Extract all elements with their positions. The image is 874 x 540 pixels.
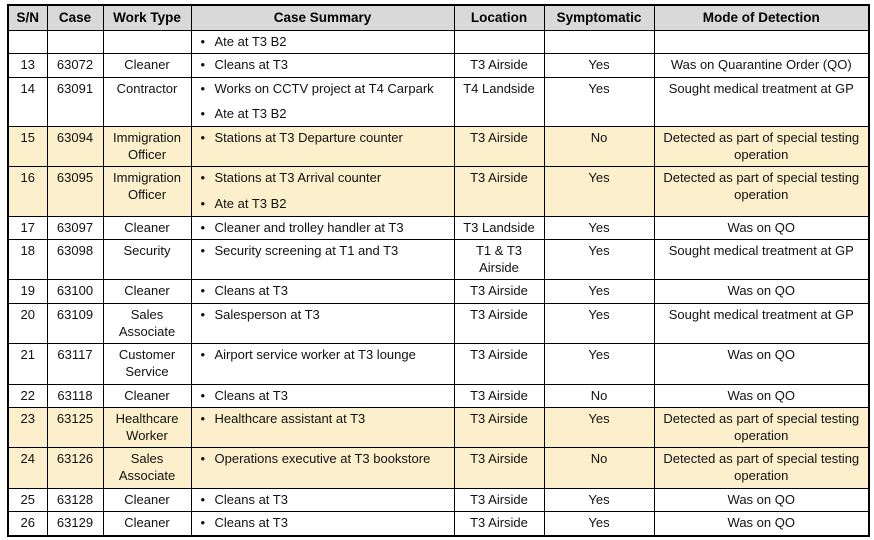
- cell-case-summary: [191, 54, 454, 78]
- cell-symptomatic: Yes: [544, 216, 654, 240]
- bullet-icon: •: [200, 307, 206, 323]
- bullet-icon: •: [200, 387, 206, 403]
- summary-bullet-item: [201, 220, 450, 237]
- table-row: [8, 280, 869, 304]
- cell-case-summary: [191, 167, 454, 216]
- cell-case: 63118: [47, 384, 103, 408]
- bullet-icon: •: [200, 283, 206, 299]
- summary-text: Cleaner and trolley handler at T3: [214, 219, 404, 235]
- table-row: [8, 448, 869, 488]
- bullet-icon: •: [200, 491, 206, 507]
- summary-bullet-item: [201, 492, 450, 509]
- cell-sn: 24: [8, 448, 47, 488]
- cell-sn: 21: [8, 344, 47, 384]
- bullet-icon: •: [200, 80, 206, 96]
- table-row: [8, 127, 869, 167]
- table-body: [8, 30, 869, 536]
- summary-text: Cleans at T3: [214, 387, 288, 403]
- cell-sn: 26: [8, 512, 47, 536]
- summary-text: Stations at T3 Departure counter: [214, 130, 403, 146]
- summary-text: Healthcare assistant at T3: [214, 411, 366, 427]
- summary-bullet-item: [201, 196, 450, 213]
- table-row: [8, 512, 869, 536]
- cell-case: 63109: [47, 304, 103, 344]
- bullet-icon: •: [200, 195, 206, 211]
- cell-symptomatic: No: [544, 448, 654, 488]
- cell-mode-of-detection: Was on QO: [654, 512, 869, 536]
- cell-mode-of-detection: Was on QO: [654, 280, 869, 304]
- cell-work-type: Cleaner: [103, 512, 191, 536]
- col-header-mode-of-detection: Mode of Detection: [654, 5, 869, 30]
- cell-mode-of-detection: Was on QO: [654, 488, 869, 512]
- col-header-sn: S/N: [8, 5, 47, 30]
- table-row: [8, 408, 869, 448]
- cases-table: [7, 4, 870, 537]
- summary-text: Cleans at T3: [214, 57, 288, 73]
- cell-symptomatic: No: [544, 127, 654, 167]
- table-row: [8, 216, 869, 240]
- summary-text: Works on CCTV project at T4 Carpark: [214, 80, 434, 96]
- cell-sn: 15: [8, 127, 47, 167]
- summary-text: Airport service worker at T3 lounge: [214, 347, 416, 363]
- cell-case: 63072: [47, 54, 103, 78]
- cell-symptomatic: Yes: [544, 240, 654, 280]
- cell-work-type: Cleaner: [103, 216, 191, 240]
- cell-symptomatic: Yes: [544, 54, 654, 78]
- summary-bullet-item: [201, 515, 450, 532]
- cell-symptomatic: Yes: [544, 280, 654, 304]
- cell-location: [454, 30, 544, 54]
- cell-work-type: Sales Associate: [103, 448, 191, 488]
- summary-bullet-item: [201, 57, 450, 74]
- summary-text: Ate at T3 B2: [214, 195, 287, 211]
- cell-case-summary: [191, 77, 454, 126]
- cell-symptomatic: Yes: [544, 77, 654, 126]
- col-header-case-summary: Case Summary: [191, 5, 454, 30]
- cell-case-summary: [191, 240, 454, 280]
- cell-sn: 20: [8, 304, 47, 344]
- cell-case: 63091: [47, 77, 103, 126]
- cell-case: 63098: [47, 240, 103, 280]
- bullet-icon: •: [200, 57, 206, 73]
- cell-location: T3 Airside: [454, 488, 544, 512]
- cell-mode-of-detection: Was on QO: [654, 344, 869, 384]
- cell-symptomatic: No: [544, 384, 654, 408]
- cell-sn: 25: [8, 488, 47, 512]
- cell-sn: 13: [8, 54, 47, 78]
- summary-bullet-item: [201, 81, 450, 98]
- table-row: [8, 167, 869, 216]
- cell-case: 63117: [47, 344, 103, 384]
- cell-symptomatic: Yes: [544, 167, 654, 216]
- cell-mode-of-detection: Detected as part of special testing operation: [654, 448, 869, 488]
- cell-case-summary: [191, 408, 454, 448]
- summary-text: Cleans at T3: [214, 515, 288, 531]
- cell-case-summary: [191, 384, 454, 408]
- col-header-location: Location: [454, 5, 544, 30]
- cell-case-summary: [191, 30, 454, 54]
- cell-case-summary: [191, 512, 454, 536]
- cell-mode-of-detection: [654, 30, 869, 54]
- col-header-work-type: Work Type: [103, 5, 191, 30]
- cell-sn: 18: [8, 240, 47, 280]
- cell-location: T3 Airside: [454, 54, 544, 78]
- cell-work-type: Cleaner: [103, 54, 191, 78]
- bullet-icon: •: [200, 130, 206, 146]
- bullet-icon: •: [200, 515, 206, 531]
- cell-location: T3 Airside: [454, 127, 544, 167]
- table-row: [8, 77, 869, 126]
- cell-symptomatic: Yes: [544, 344, 654, 384]
- summary-bullet-item: [201, 130, 450, 147]
- cell-mode-of-detection: Was on QO: [654, 216, 869, 240]
- summary-text: Cleans at T3: [214, 491, 288, 507]
- col-header-case: Case: [47, 5, 103, 30]
- bullet-icon: •: [200, 347, 206, 363]
- cell-mode-of-detection: Sought medical treatment at GP: [654, 240, 869, 280]
- cell-mode-of-detection: Was on Quarantine Order (QO): [654, 54, 869, 78]
- header-row: [8, 5, 869, 30]
- cell-case-summary: [191, 344, 454, 384]
- summary-bullet-item: [201, 170, 450, 187]
- bullet-icon: •: [200, 33, 206, 49]
- bullet-icon: •: [200, 451, 206, 467]
- cell-sn: 14: [8, 77, 47, 126]
- cell-case-summary: [191, 127, 454, 167]
- cell-case: 63095: [47, 167, 103, 216]
- cell-work-type: Cleaner: [103, 384, 191, 408]
- cell-case-summary: [191, 448, 454, 488]
- cell-location: T3 Airside: [454, 448, 544, 488]
- cell-sn: 17: [8, 216, 47, 240]
- cell-location: T1 & T3 Airside: [454, 240, 544, 280]
- cases-table-container: [7, 4, 870, 537]
- summary-bullet-item: [201, 388, 450, 405]
- table-row: [8, 384, 869, 408]
- summary-bullet-item: [201, 283, 450, 300]
- cell-symptomatic: [544, 30, 654, 54]
- cell-symptomatic: Yes: [544, 304, 654, 344]
- cell-symptomatic: Yes: [544, 488, 654, 512]
- bullet-icon: •: [200, 106, 206, 122]
- cell-location: T3 Airside: [454, 304, 544, 344]
- cell-location: T3 Airside: [454, 344, 544, 384]
- cell-work-type: Immigration Officer: [103, 167, 191, 216]
- cell-work-type: [103, 30, 191, 54]
- cell-mode-of-detection: Sought medical treatment at GP: [654, 77, 869, 126]
- cell-case: 63125: [47, 408, 103, 448]
- summary-bullet-item: [201, 451, 450, 468]
- cell-case-summary: [191, 216, 454, 240]
- summary-text: Ate at T3 B2: [214, 106, 287, 122]
- col-header-symptomatic: Symptomatic: [544, 5, 654, 30]
- cell-case: 63100: [47, 280, 103, 304]
- cell-work-type: Security: [103, 240, 191, 280]
- cell-case: 63129: [47, 512, 103, 536]
- cell-work-type: Customer Service: [103, 344, 191, 384]
- cell-case-summary: [191, 488, 454, 512]
- cell-work-type: Sales Associate: [103, 304, 191, 344]
- summary-text: Ate at T3 B2: [214, 33, 287, 49]
- summary-text: Salesperson at T3: [214, 307, 320, 323]
- cell-mode-of-detection: Detected as part of special testing operation: [654, 167, 869, 216]
- cell-location: T4 Landside: [454, 77, 544, 126]
- cell-location: T3 Airside: [454, 384, 544, 408]
- cell-case: [47, 30, 103, 54]
- cell-sn: 22: [8, 384, 47, 408]
- cell-work-type: Immigration Officer: [103, 127, 191, 167]
- summary-bullet-item: [201, 347, 450, 364]
- table-row: [8, 344, 869, 384]
- summary-bullet-item: [201, 307, 450, 324]
- table-header: [8, 5, 869, 30]
- summary-bullet-item: [201, 243, 450, 260]
- summary-text: Cleans at T3: [214, 283, 288, 299]
- cell-case: 63128: [47, 488, 103, 512]
- summary-bullet-item: [201, 106, 450, 123]
- cell-mode-of-detection: Detected as part of special testing operation: [654, 127, 869, 167]
- cell-sn: [8, 30, 47, 54]
- bullet-icon: •: [200, 243, 206, 259]
- cell-location: T3 Airside: [454, 408, 544, 448]
- bullet-icon: •: [200, 219, 206, 235]
- summary-bullet-item: [201, 411, 450, 428]
- summary-text: Stations at T3 Arrival counter: [214, 170, 382, 186]
- table-row: [8, 488, 869, 512]
- summary-text: Operations executive at T3 bookstore: [214, 451, 431, 467]
- cell-case: 63126: [47, 448, 103, 488]
- bullet-icon: •: [200, 411, 206, 427]
- cell-case: 63097: [47, 216, 103, 240]
- cell-mode-of-detection: Was on QO: [654, 384, 869, 408]
- cell-symptomatic: Yes: [544, 408, 654, 448]
- cell-location: T3 Airside: [454, 280, 544, 304]
- cell-location: T3 Airside: [454, 167, 544, 216]
- summary-bullet-item: [201, 34, 450, 51]
- summary-text: Security screening at T1 and T3: [214, 243, 399, 259]
- cell-location: T3 Landside: [454, 216, 544, 240]
- cell-sn: 16: [8, 167, 47, 216]
- cell-work-type: Contractor: [103, 77, 191, 126]
- cell-mode-of-detection: Sought medical treatment at GP: [654, 304, 869, 344]
- cell-symptomatic: Yes: [544, 512, 654, 536]
- cell-work-type: Healthcare Worker: [103, 408, 191, 448]
- table-row: [8, 304, 869, 344]
- cell-case-summary: [191, 280, 454, 304]
- cell-location: T3 Airside: [454, 512, 544, 536]
- cell-mode-of-detection: Detected as part of special testing operation: [654, 408, 869, 448]
- cell-sn: 19: [8, 280, 47, 304]
- cell-case-summary: [191, 304, 454, 344]
- cell-case: 63094: [47, 127, 103, 167]
- cell-work-type: Cleaner: [103, 488, 191, 512]
- cell-sn: 23: [8, 408, 47, 448]
- table-row: [8, 54, 869, 78]
- table-row: [8, 240, 869, 280]
- table-row: [8, 30, 869, 54]
- bullet-icon: •: [200, 170, 206, 186]
- cell-work-type: Cleaner: [103, 280, 191, 304]
